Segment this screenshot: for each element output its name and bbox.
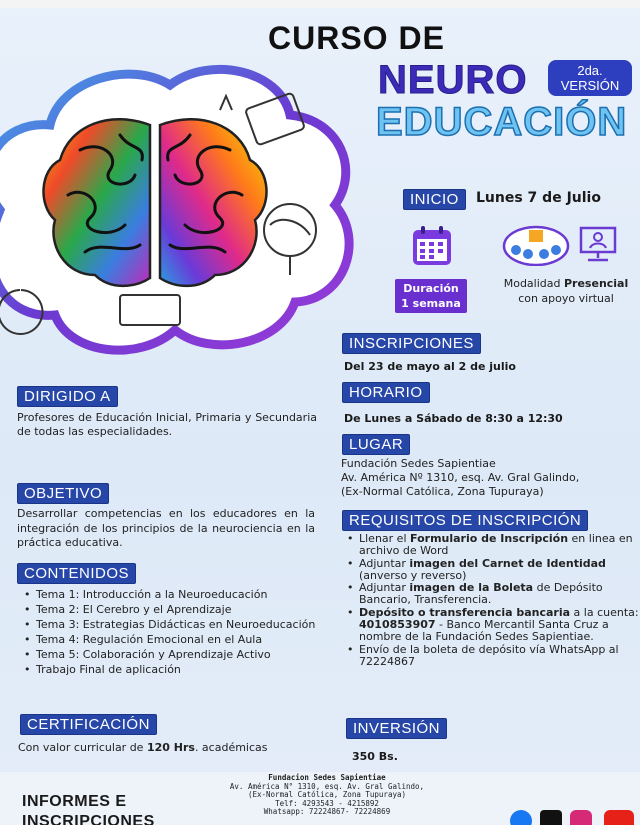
lugar-line2: Av. América Nº 1310, esq. Av. Gral Galindo, — [341, 471, 580, 484]
version-badge — [548, 60, 632, 96]
list-item: • Adjuntar imagen del Carnet de Identidad (anverso y reverso) — [345, 558, 640, 583]
version-line1: 2da. — [577, 63, 603, 78]
tiktok-icon[interactable] — [540, 810, 562, 825]
list-item: • Envío de la boleta de depósito vía WhatsApp al 72224867 — [345, 644, 640, 669]
requisitos-list — [345, 533, 640, 668]
informes-line2: INSCRIPCIONES — [22, 813, 155, 825]
horario-badge: HORARIO — [342, 382, 430, 403]
list-item: • Tema 5: Colaboración y Aprendizaje Activo — [22, 647, 317, 662]
modalidad-bold: Presencial — [563, 277, 629, 290]
informes-heading — [22, 792, 155, 825]
duracion-line2: 1 semana — [401, 297, 461, 310]
modalidad-prefix: Modalidad — [503, 277, 564, 290]
lugar-text — [341, 457, 579, 499]
list-item: • Tema 1: Introducción a la Neuroeducación — [22, 587, 317, 602]
list-item: • Trabajo Final de aplicación — [22, 662, 317, 677]
contenidos-badge: CONTENIDOS — [17, 563, 136, 584]
footer-addr2: (Ex-Normal Católica, Zona Tupuraya) — [247, 790, 407, 800]
list-item: • Tema 4: Regulación Emocional en el Aula — [22, 632, 317, 647]
footer-org: Fundacion Sedes Sapientiae — [268, 773, 386, 782]
dirigido-badge: DIRIGIDO A — [17, 386, 118, 407]
modalidad-text — [492, 276, 640, 306]
list-item: • Llenar el Formulario de Inscripción en linea en archivo de Word — [345, 533, 640, 558]
duracion-box — [395, 279, 467, 313]
modalidad-line2: con apoyo virtual — [518, 292, 614, 305]
inicio-date: Lunes 7 de Julio — [476, 190, 601, 206]
lugar-line3: (Ex-Normal Católica, Zona Tupuraya) — [341, 485, 544, 498]
screen-icon — [578, 224, 618, 264]
contenidos-list — [22, 587, 317, 677]
list-item: • Depósito o transferencia bancaria a la cuenta: 4010853907 - Banco Mercantil Santa Cruz a nombre de la Fundación Sedes Sapientiae. — [345, 607, 640, 644]
brain-illustration — [0, 40, 370, 370]
dirigido-text: Profesores de Educación Inicial, Primaria y Secundaria de todas las especialidades. — [17, 411, 317, 438]
duracion-line1: Duración — [403, 282, 459, 295]
inscripciones-badge: INSCRIPCIONES — [342, 333, 481, 354]
inicio-badge: INICIO — [403, 189, 466, 210]
certificacion-text: Con valor curricular de 120 Hrs. académicas — [18, 741, 268, 754]
version-line2: VERSIÓN — [560, 78, 620, 93]
inversion-badge: INVERSIÓN — [346, 718, 447, 739]
list-item: • Tema 2: El Cerebro y el Aprendizaje — [22, 602, 317, 617]
inscripciones-dates: Del 23 de mayo al 2 de julio — [344, 360, 516, 373]
requisitos-badge: REQUISITOS DE INSCRIPCIÓN — [342, 510, 588, 531]
facebook-icon[interactable] — [510, 810, 532, 825]
title-neuro: NEURO — [378, 58, 528, 102]
top-strip — [0, 0, 640, 8]
footer-contact — [212, 774, 442, 817]
footer-whatsapp: Whatsapp: 72224867- 72224869 — [263, 807, 391, 817]
title-educacion: EDUCACIÓN — [376, 100, 628, 144]
horario-text: De Lunes a Sábado de 8:30 a 12:30 — [344, 412, 563, 425]
footer-addr1: Av. América N° 1310, esq. Av. Gral Galindo, — [229, 781, 425, 791]
title-curso-de: CURSO DE — [268, 20, 445, 56]
lugar-line1: Fundación Sedes Sapientiae — [341, 457, 496, 470]
inversion-amount: 350 Bs. — [352, 750, 398, 763]
footer-telf: Telf: 4293543 - 4215892 — [275, 798, 379, 808]
list-item: • Tema 3: Estrategias Didácticas en Neuroeducación — [22, 617, 317, 632]
lugar-badge: LUGAR — [342, 434, 410, 455]
calendar-icon — [410, 224, 454, 268]
youtube-icon[interactable] — [604, 810, 634, 825]
informes-line1: INFORMES E — [22, 793, 127, 810]
certificacion-badge: CERTIFICACIÓN — [20, 714, 157, 735]
list-item: • Adjuntar imagen de la Boleta de Depósito Bancario, Transferencia. — [345, 582, 640, 607]
objetivo-text: Desarrollar competencias en los educadores en la integración de los principios de la neurociencia en la práctica educativa. — [17, 507, 315, 549]
objetivo-badge: OBJETIVO — [17, 483, 109, 504]
people-icon — [502, 222, 570, 266]
instagram-icon[interactable] — [570, 810, 592, 825]
